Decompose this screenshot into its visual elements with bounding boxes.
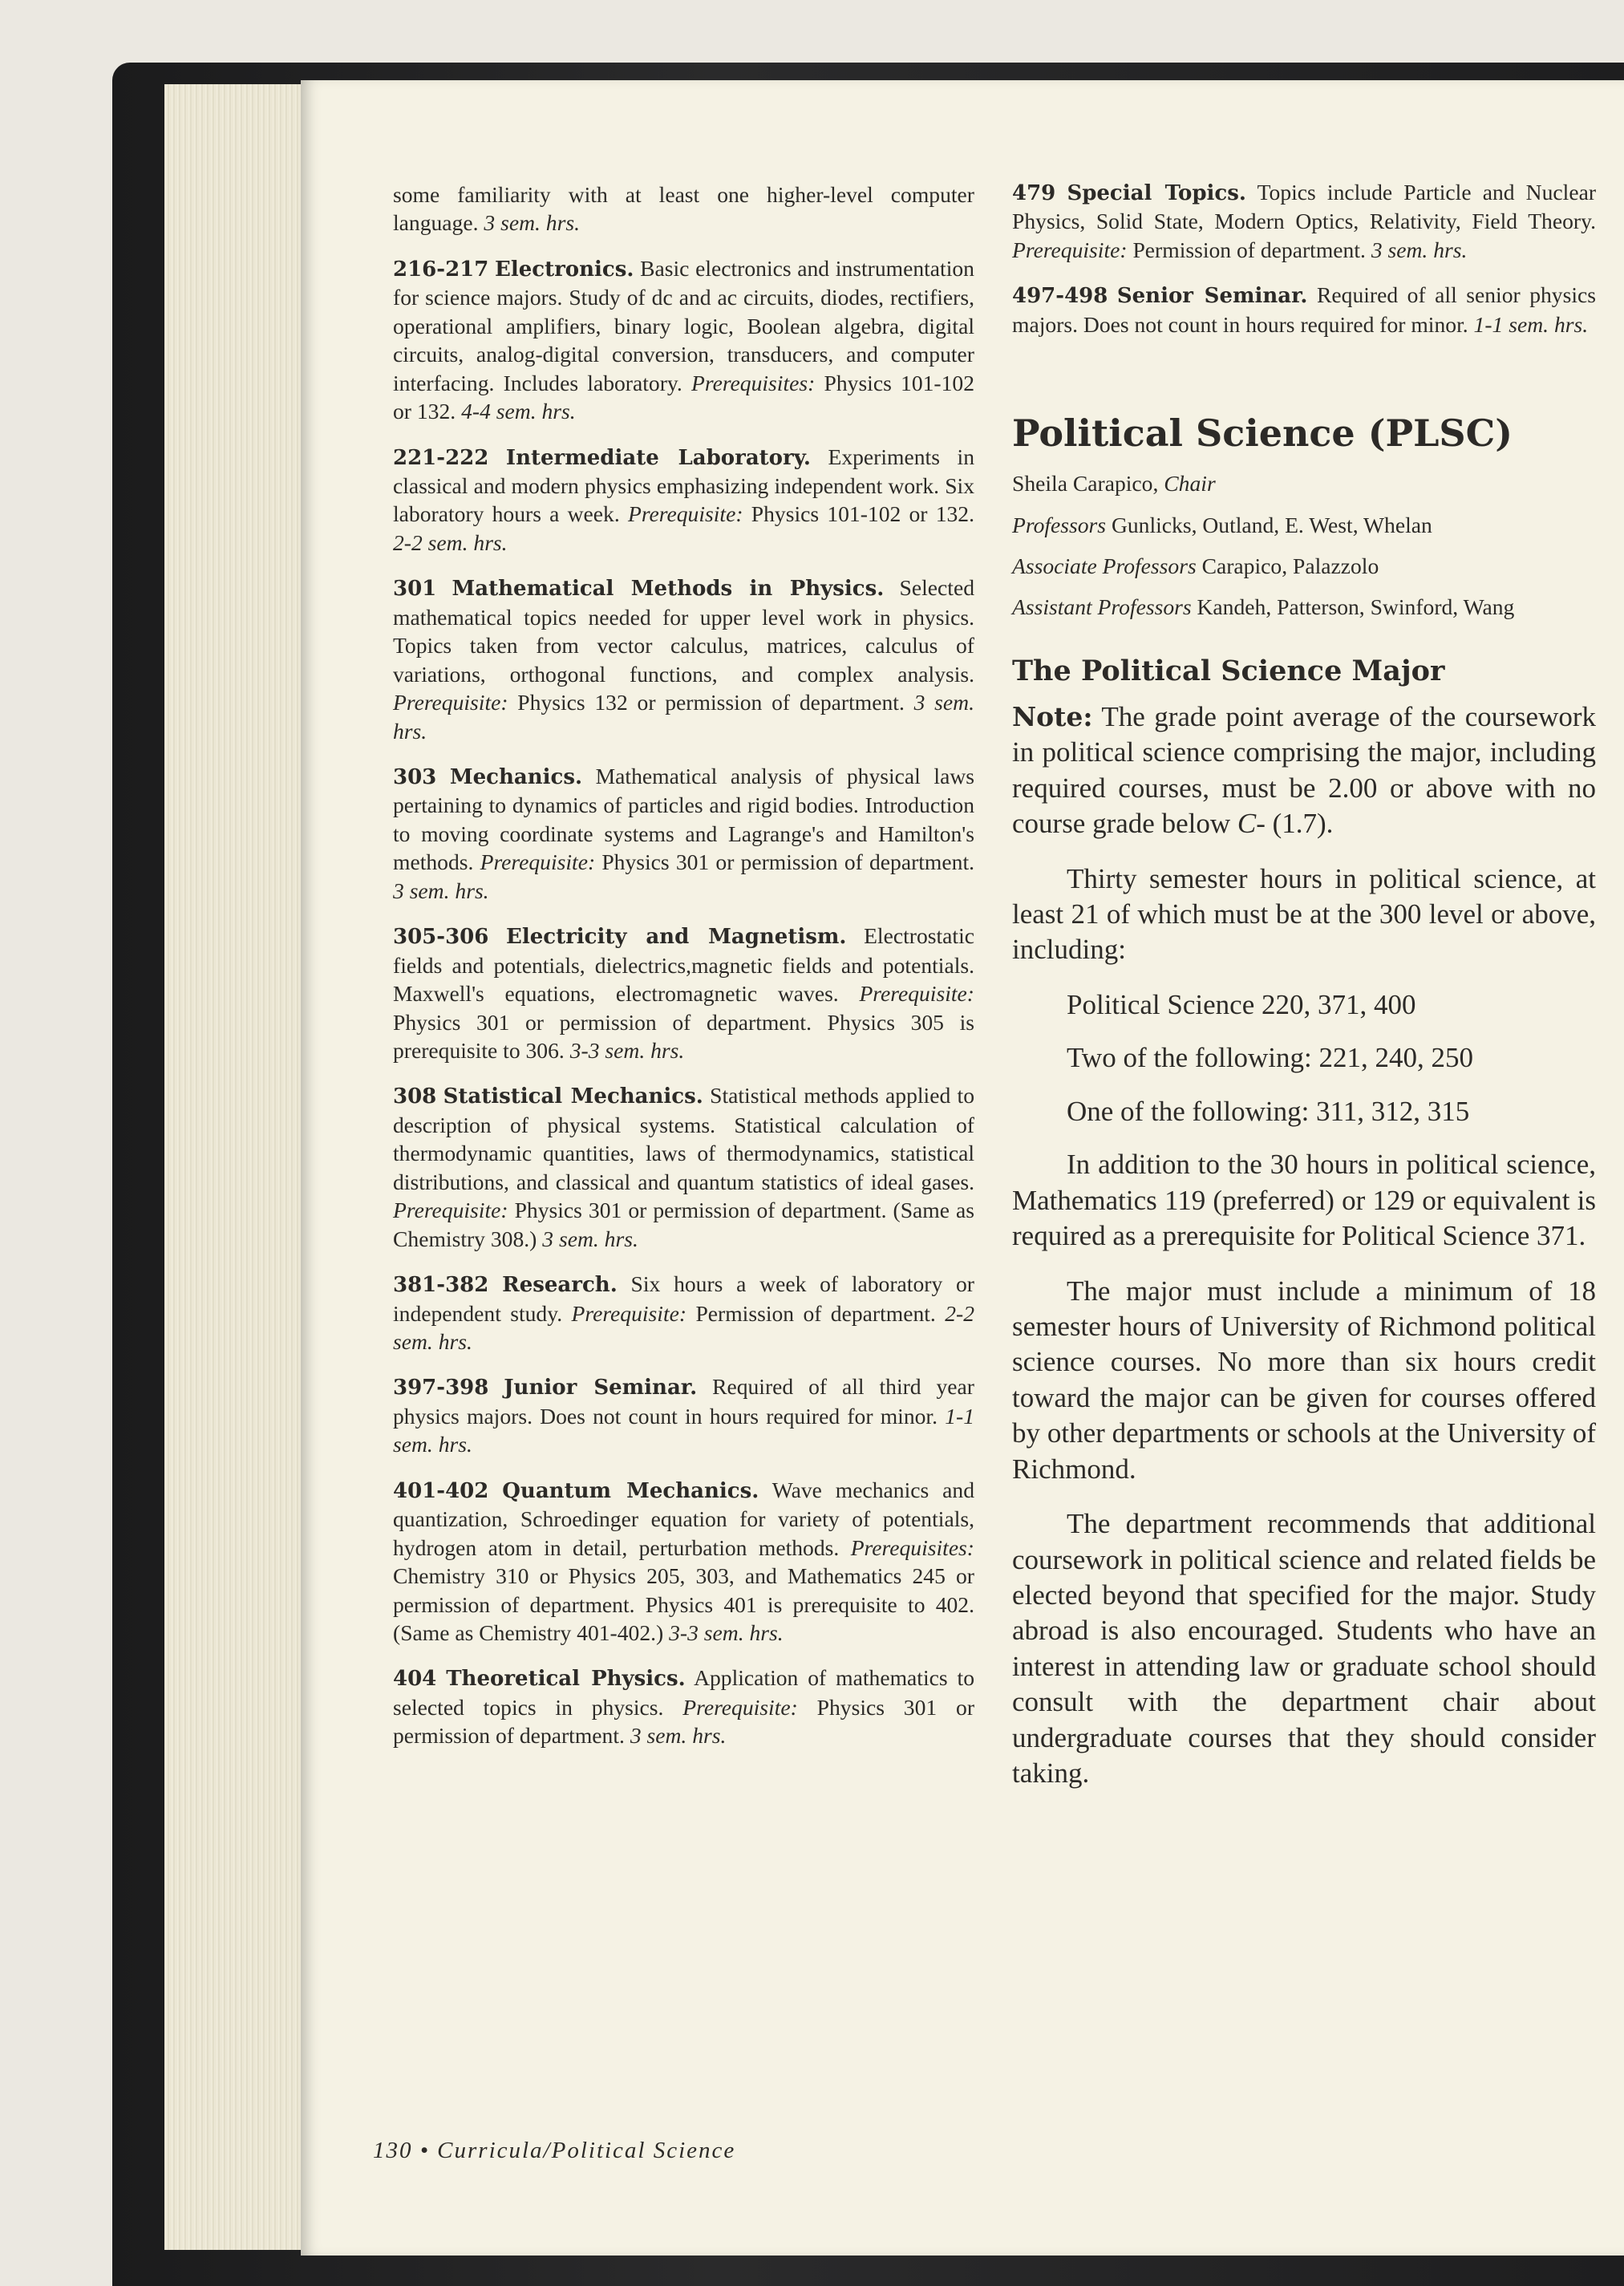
course-description: Required of all senior physics majors. Does not count in hours required for minor. — [1012, 282, 1596, 337]
catalog-page — [301, 80, 1624, 2256]
course-number: 381-382 — [393, 1273, 489, 1298]
page-footer — [373, 2138, 735, 2164]
prereq-text: Physics 301 or permission of department. — [393, 1694, 975, 1749]
course-hours: 3 sem. hrs. — [393, 878, 489, 903]
prereq-label: Prerequisite: — [859, 981, 974, 1007]
course-number: 479 — [1012, 181, 1056, 205]
associate-role: Associate Professors — [1012, 553, 1197, 578]
prereq-label: Prerequisite: — [571, 1300, 687, 1326]
section-title: Political Science (PLSC) — [1012, 411, 1513, 456]
course-hours: 4-4 sem. hrs. — [461, 399, 576, 424]
prereq-label: Prerequisite: — [627, 501, 743, 527]
prereq-label: Prerequisites: — [850, 1534, 974, 1560]
course-title: Electricity and Magnetism. — [506, 925, 847, 950]
course-description: Experiments in classical and modern physics emphasizing independent work. Six laboratory hours a week. — [393, 444, 974, 527]
professors-line — [1012, 511, 1596, 539]
course-entry — [393, 1372, 974, 1458]
assistant-role: Assistant Professors — [1012, 594, 1192, 620]
course-number: 497-498 — [1012, 284, 1108, 309]
course-hours: 3-3 sem. hrs. — [669, 1619, 784, 1645]
course-description: Mathematical analysis of physical laws pertaining to dynamics of particles and rigid bodies. Introduction to moving coordinate systems and Lagrange's and Hamilton's methods. — [393, 764, 974, 875]
course-entry: some familiarity with at least one higher-level computer language. 3 sem. hrs. — [393, 182, 974, 236]
right-column — [1012, 178, 1596, 1811]
requirement-line: Two of the following: 221, 240, 250 — [1067, 1042, 1473, 1074]
prereq-label: Prerequisite: — [1012, 237, 1128, 262]
associate-names: Carapico, Palazzolo — [1201, 553, 1379, 578]
course-title: Senior Seminar. — [1116, 284, 1308, 309]
course-description: Electrostatic fields and potentials, dielectrics,magnetic fields and potentials. Maxwell's equations, electromagnetic waves. — [393, 923, 974, 1007]
course-title: Quantum Mechanics. — [502, 1478, 759, 1503]
course-title: Statistical Mechanics. — [443, 1084, 703, 1109]
course-hours: 3-3 sem. hrs. — [569, 1038, 685, 1063]
course-entry — [393, 1476, 974, 1648]
major-paragraph: The department recommends that additional coursework in political science and related fields be elected beyond that specified for the major. Study abroad is also encouraged. Students who have an interest in attending law or graduate school should consult with the department chair about undergraduate courses that they should consider taking. — [1012, 1508, 1596, 1789]
course-hours: 3 sem. hrs. — [393, 690, 974, 744]
course-title: Intermediate Laboratory. — [505, 445, 811, 470]
page-number: 130 — [373, 2138, 413, 2163]
course-number: 216-217 — [393, 257, 489, 282]
prereq-label: Prerequisite: — [682, 1694, 798, 1720]
prereq-text: Physics 301 or permission of department. Physics 305 is prerequisite to 306. — [393, 1009, 974, 1063]
prereq-label: Prerequisite: — [393, 1198, 508, 1223]
associate-line — [1012, 552, 1596, 580]
course-description: Selected mathematical topics needed for upper level work in physics. Topics taken from vector calculus, matrices, calculus of variations, orthogonal functions, and complex analysis. — [393, 575, 975, 687]
course-hours: 3 sem. hrs. — [484, 210, 580, 236]
prereq-text: Physics 132 or permission of department. — [517, 690, 905, 715]
prereq-text: Physics 301 or permission of department. (Same as Chemistry 308.) — [393, 1198, 975, 1251]
prereq-label: Prerequisites: — [691, 370, 816, 395]
requirement-line: Political Science 220, 371, 400 — [1067, 988, 1416, 1020]
course-hours: 3 sem. hrs. — [630, 1723, 727, 1749]
course-title: Theoretical Physics. — [446, 1667, 686, 1692]
course-number: 397-398 — [393, 1376, 489, 1400]
course-number: 404 — [393, 1667, 437, 1692]
course-entry — [393, 922, 974, 1064]
prereq-text: Physics 101-102 or 132. — [751, 501, 975, 527]
note-label: Note: — [1012, 700, 1093, 732]
course-number: 308 — [393, 1084, 437, 1109]
chair-name: Sheila Carapico, — [1012, 471, 1159, 497]
professors-names: Gunlicks, Outland, E. West, Whelan — [1111, 512, 1432, 537]
prereq-text: Chemistry 310 or Physics 205, 303, and Mathematics 245 or permission of department. Physics 401 is prerequisite to 402. (Same as Chemistry 401-402.) — [393, 1563, 974, 1645]
course-entry — [393, 574, 974, 745]
prereq-text: Physics 101-102 or 132. — [393, 370, 974, 424]
footer-bullet: • — [419, 2138, 430, 2163]
course-title: Mathematical Methods in Physics. — [452, 577, 885, 602]
course-entry — [393, 1081, 974, 1253]
major-note — [1012, 699, 1596, 842]
course-entry — [393, 443, 974, 557]
prereq-label: Prerequisite: — [480, 849, 596, 875]
course-description: Statistical methods applied to description of physical systems. Statistical calculation of thermodynamic quantities, laws of thermodynamics, statistical distributions, and classical and quantum statistics of ideal gases. — [393, 1083, 974, 1194]
course-hours: 3 sem. hrs. — [542, 1226, 638, 1251]
note-text: The grade point average of the coursework in political science comprising the major, including required courses, must be 2.00 or above with no course grade below — [1012, 700, 1596, 840]
course-title: Electronics. — [495, 257, 634, 282]
course-entry — [393, 762, 974, 905]
course-hours: 2-2 sem. hrs. — [393, 529, 508, 555]
course-description: Basic electronics and instrumentation for science majors. Study of dc and ac circuits, diodes, rectifiers, operational amplifiers, binary logic, Boolean algebra, digital circuits, analog-digital conversion, transducers, and computer interfacing. Includes laboratory. — [393, 255, 974, 395]
course-number: 401-402 — [393, 1478, 489, 1503]
requirement-line: One of the following: 311, 312, 315 — [1067, 1095, 1470, 1127]
course-number: 305-306 — [393, 925, 489, 950]
course-description: Required of all third year physics majors. Does not count in hours required for minor. — [393, 1374, 974, 1429]
prereq-text: Physics 301 or permission of department. — [601, 849, 975, 875]
left-column — [393, 180, 974, 1767]
note-end: (1.7). — [1272, 808, 1334, 840]
course-entry — [1012, 281, 1596, 338]
course-entry — [1012, 178, 1596, 264]
course-entry — [393, 1664, 974, 1749]
major-paragraph: In addition to the 30 hours in political science, Mathematics 119 (preferred) or 129 or equivalent is required as a prerequisite for Political Science 371. — [1012, 1149, 1596, 1252]
course-title: Mechanics. — [449, 765, 583, 790]
course-hours: 2-2 sem. hrs. — [393, 1300, 974, 1354]
chair-role: Chair — [1164, 471, 1216, 497]
course-hours: 1-1 sem. hrs. — [1473, 311, 1589, 337]
major-paragraph: Thirty semester hours in political science, at least 21 of which must be at the 300 level or above, including: — [1012, 862, 1596, 966]
course-number: 303 — [393, 765, 437, 790]
course-hours: 3 sem. hrs. — [1371, 237, 1468, 262]
prereq-text: Permission of department. — [695, 1300, 936, 1326]
prereq-label: Prerequisite: — [393, 690, 508, 715]
professors-role: Professors — [1012, 512, 1107, 537]
course-description: Wave mechanics and quantization, Schroedinger equation for variety of potentials, hydrogen atom in detail, perturbation methods. — [393, 1477, 975, 1560]
course-title: Special Topics. — [1067, 181, 1246, 205]
course-entry — [393, 254, 974, 426]
course-description: Application of mathematics to selected topics in physics. — [393, 1665, 974, 1720]
course-title: Junior Seminar. — [504, 1376, 698, 1400]
course-number: 221-222 — [393, 445, 489, 470]
chair-line — [1012, 469, 1596, 497]
course-description: Six hours a week of laboratory or independent study. — [393, 1271, 974, 1326]
note-grade: C- — [1237, 808, 1266, 840]
assistant-names: Kandeh, Patterson, Swinford, Wang — [1197, 594, 1515, 620]
course-hours: 1-1 sem. hrs. — [393, 1403, 974, 1457]
course-description: Topics include Particle and Nuclear Physics, Solid State, Modern Optics, Relativity, Field Theory. — [1012, 180, 1597, 234]
major-paragraph: The major must include a minimum of 18 semester hours of University of Richmond political science courses. No more than six hours credit toward the major can be given for courses offered by other departments or schools at the University of Richmond. — [1012, 1275, 1596, 1485]
prereq-text: Permission of department. — [1132, 237, 1366, 262]
major-title: The Political Science Major — [1012, 654, 1445, 687]
course-number: 301 — [393, 577, 437, 602]
course-title: Research. — [502, 1273, 618, 1298]
assistant-line — [1012, 593, 1596, 621]
running-head: Curricula/Political Science — [437, 2138, 736, 2163]
course-entry — [393, 1270, 974, 1356]
